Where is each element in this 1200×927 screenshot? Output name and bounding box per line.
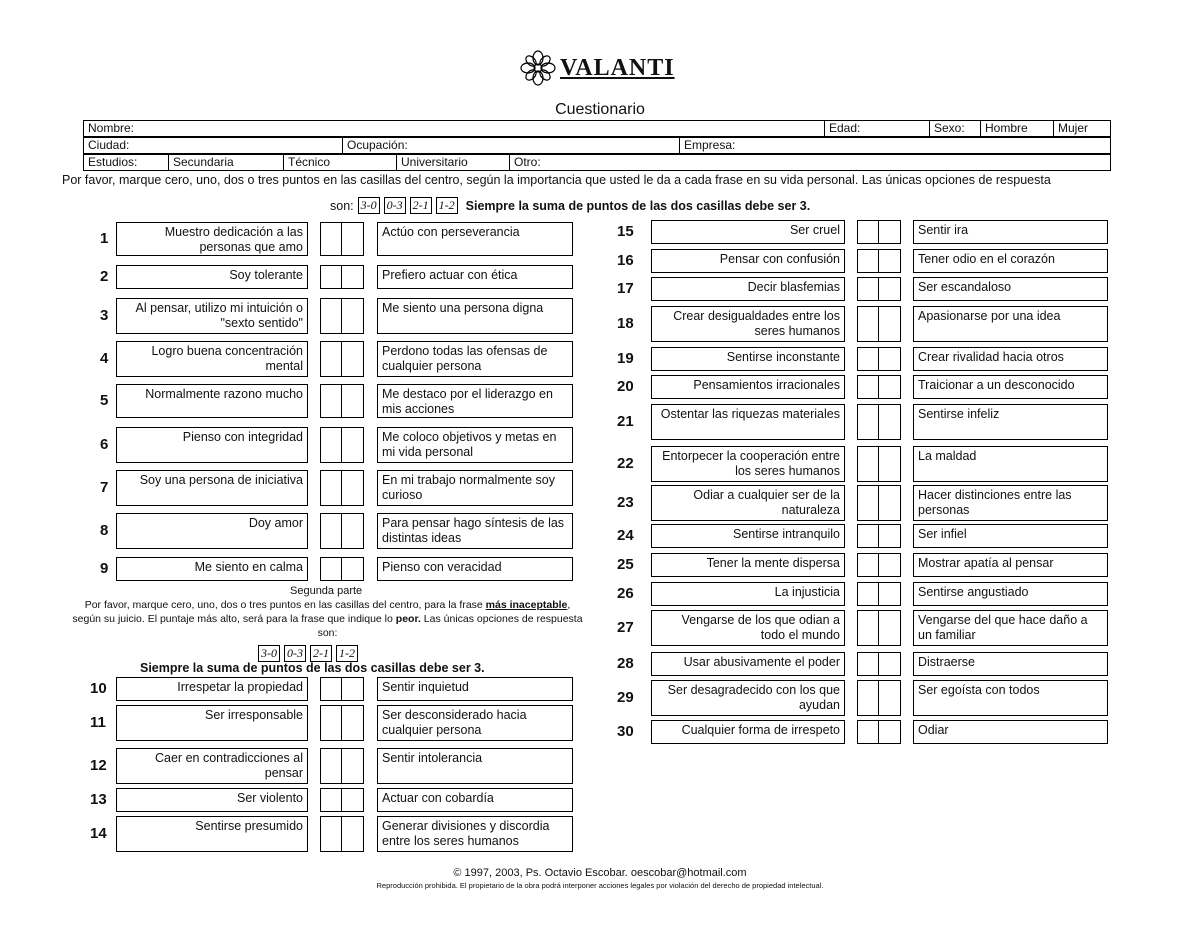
score-cell-left[interactable] xyxy=(857,610,879,646)
score-cell-left[interactable] xyxy=(320,788,342,812)
left-statement: Doy amor xyxy=(116,513,308,549)
left-statement: Ser cruel xyxy=(651,220,845,244)
question-number: 20 xyxy=(617,378,634,395)
score-cell-right[interactable] xyxy=(879,610,901,646)
score-cells xyxy=(320,557,364,581)
instructions-part-1: Por favor, marque cero, uno, dos o tres puntos en las casillas del centro, según la importancia que usted le da a cada frase en su vida personal. Las únicas opciones de respuesta xyxy=(62,173,1051,187)
score-cell-right[interactable] xyxy=(879,404,901,440)
right-statement: Ser egoísta con todos xyxy=(913,680,1108,716)
right-statement: Actuar con cobardía xyxy=(377,788,573,812)
question-number: 17 xyxy=(617,280,634,297)
score-cells xyxy=(320,677,364,701)
option-chip: 0-3 xyxy=(384,197,406,214)
score-cells xyxy=(857,524,901,548)
studies-label: Estudios: xyxy=(84,155,169,171)
score-cells xyxy=(857,249,901,273)
right-statement: Sentirse angustiado xyxy=(913,582,1108,606)
left-statement: Caer en contradicciones al pensar xyxy=(116,748,308,784)
right-statement: Me coloco objetivos y metas en mi vida personal xyxy=(377,427,573,463)
score-cells xyxy=(320,816,364,852)
question-number: 11 xyxy=(90,714,106,731)
score-cells xyxy=(320,705,364,741)
score-cell-right[interactable] xyxy=(342,705,364,741)
instructions-text: , según su juicio. El puntaje más alto, será para la frase que indique lo xyxy=(72,599,571,625)
question-number: 14 xyxy=(90,825,107,842)
left-statement: Sentirse intranquilo xyxy=(651,524,845,548)
score-cells xyxy=(857,277,901,301)
score-cell-right[interactable] xyxy=(879,652,901,676)
option-chip: 2-1 xyxy=(410,197,432,214)
score-cell-left[interactable] xyxy=(320,470,342,506)
score-cell-left[interactable] xyxy=(320,677,342,701)
score-cell-right[interactable] xyxy=(879,375,901,399)
score-cell-left[interactable] xyxy=(857,249,879,273)
option-chip: 1-2 xyxy=(436,197,458,214)
left-statement: Crear desigualdades entre los seres humanos xyxy=(651,306,845,342)
occupation-field[interactable]: Ocupación: xyxy=(343,138,680,154)
score-cell-right[interactable] xyxy=(342,748,364,784)
left-statement: Pienso con integridad xyxy=(116,427,308,463)
right-statement: Sentirse infeliz xyxy=(913,404,1108,440)
score-cell-right[interactable] xyxy=(342,265,364,289)
score-cell-right[interactable] xyxy=(879,582,901,606)
right-statement: Sentir intolerancia xyxy=(377,748,573,784)
logo xyxy=(520,50,675,86)
right-statement: La maldad xyxy=(913,446,1108,482)
left-statement: Logro buena concentración mental xyxy=(116,341,308,377)
score-cells xyxy=(320,788,364,812)
score-cells xyxy=(857,582,901,606)
left-statement: Cualquier forma de irrespeto xyxy=(651,720,845,744)
score-cell-left[interactable] xyxy=(857,347,879,371)
score-cell-left[interactable] xyxy=(320,816,342,852)
score-cell-left[interactable] xyxy=(857,553,879,577)
score-cell-right[interactable] xyxy=(342,222,364,256)
score-cell-right[interactable] xyxy=(879,720,901,744)
question-number: 30 xyxy=(617,723,634,740)
score-cell-right[interactable] xyxy=(342,427,364,463)
left-statement: Ostentar las riquezas materiales xyxy=(651,404,845,440)
left-statement: Ser desagradecido con los que ayudan xyxy=(651,680,845,716)
left-statement: Normalmente razono mucho xyxy=(116,384,308,418)
score-cell-right[interactable] xyxy=(879,347,901,371)
right-statement: Sentir inquietud xyxy=(377,677,573,701)
studies-option-universitario[interactable]: Universitario xyxy=(397,155,510,171)
score-cells xyxy=(320,384,364,418)
brand-name: VALANTI xyxy=(560,54,675,81)
left-statement: Irrespetar la propiedad xyxy=(116,677,308,701)
instructions-text: Las únicas opciones de respuesta son: xyxy=(317,613,583,639)
answer-options-part-2 xyxy=(258,645,358,662)
copyright: © 1997, 2003, Ps. Octavio Escobar. oescobar@hotmail.com xyxy=(453,867,747,879)
score-cells xyxy=(320,748,364,784)
studies-option-tecnico[interactable]: Técnico xyxy=(284,155,397,171)
left-statement: Ser violento xyxy=(116,788,308,812)
question-number: 27 xyxy=(617,619,634,636)
score-cell-right[interactable] xyxy=(879,220,901,244)
score-cells xyxy=(857,306,901,342)
question-number: 19 xyxy=(617,350,634,367)
sex-option-male[interactable]: Hombre xyxy=(981,121,1054,137)
left-statement: Sentirse presumido xyxy=(116,816,308,852)
left-statement: La injusticia xyxy=(651,582,845,606)
left-statement: Tener la mente dispersa xyxy=(651,553,845,577)
right-statement: Me siento una persona digna xyxy=(377,298,573,334)
score-cells xyxy=(857,404,901,440)
question-number: 29 xyxy=(617,689,634,706)
right-statement: Apasionarse por una idea xyxy=(913,306,1108,342)
right-statement: Perdono todas las ofensas de cualquier persona xyxy=(377,341,573,377)
score-cell-right[interactable] xyxy=(879,680,901,716)
sum-rule: Siempre la suma de puntos de las dos casillas debe ser 3. xyxy=(465,198,811,213)
left-statement: Entorpecer la cooperación entre los seres humanos xyxy=(651,446,845,482)
sex-label: Sexo: xyxy=(930,121,981,137)
score-cell-right[interactable] xyxy=(342,298,364,334)
score-cell-right[interactable] xyxy=(879,485,901,521)
question-number: 25 xyxy=(617,556,634,573)
score-cell-right[interactable] xyxy=(879,306,901,342)
name-field[interactable]: Nombre: xyxy=(84,121,825,137)
options-label: son: xyxy=(330,198,354,213)
question-number: 24 xyxy=(617,527,634,544)
question-number: 22 xyxy=(617,455,634,472)
score-cell-left[interactable] xyxy=(857,277,879,301)
question-number: 5 xyxy=(100,392,109,409)
score-cell-left[interactable] xyxy=(857,720,879,744)
question-number: 2 xyxy=(100,268,109,285)
score-cell-left[interactable] xyxy=(857,446,879,482)
left-statement: Odiar a cualquier ser de la naturaleza xyxy=(651,485,845,521)
score-cells xyxy=(857,446,901,482)
studies-option-secundaria[interactable]: Secundaria xyxy=(169,155,284,171)
score-cell-left[interactable] xyxy=(320,513,342,549)
right-statement: Tener odio en el corazón xyxy=(913,249,1108,273)
left-statement: Decir blasfemias xyxy=(651,277,845,301)
score-cell-left[interactable] xyxy=(857,306,879,342)
right-statement: Pienso con veracidad xyxy=(377,557,573,581)
option-chip: 3-0 xyxy=(358,197,380,214)
score-cells xyxy=(857,680,901,716)
left-statement: Soy una persona de iniciativa xyxy=(116,470,308,506)
right-statement: Crear rivalidad hacia otros xyxy=(913,347,1108,371)
right-statement: Odiar xyxy=(913,720,1108,744)
score-cell-left[interactable] xyxy=(857,485,879,521)
right-statement: Generar divisiones y discordia entre los seres humanos xyxy=(377,816,573,852)
answer-options-part-1 xyxy=(330,197,810,214)
right-statement: Actúo con perseverancia xyxy=(377,222,573,256)
right-statement: Distraerse xyxy=(913,652,1108,676)
score-cells xyxy=(857,720,901,744)
flower-logo-icon xyxy=(520,50,556,86)
right-statement: Hacer distinciones entre las personas xyxy=(913,485,1108,521)
form-row-3 xyxy=(83,154,1111,171)
left-statement: Sentirse inconstante xyxy=(651,347,845,371)
option-chip: 3-0 xyxy=(258,645,280,662)
right-statement: Mostrar apatía al pensar xyxy=(913,553,1108,577)
left-statement: Usar abusivamente el poder xyxy=(651,652,845,676)
studies-other-field[interactable]: Otro: xyxy=(510,155,1111,171)
score-cell-left[interactable] xyxy=(320,384,342,418)
question-number: 21 xyxy=(617,413,634,430)
score-cell-right[interactable] xyxy=(342,816,364,852)
question-number: 9 xyxy=(100,560,109,577)
score-cells xyxy=(320,298,364,334)
question-number: 6 xyxy=(100,436,109,453)
legal-notice: Reproducción prohibida. El propietario de la obra podrá interponer acciones legales por violación del derecho de propiedad intelectual. xyxy=(376,881,824,890)
question-number: 13 xyxy=(90,791,107,808)
part-2-heading: Segunda parte xyxy=(290,585,363,597)
option-chip: 2-1 xyxy=(310,645,332,662)
score-cell-left[interactable] xyxy=(320,265,342,289)
page-title: Cuestionario xyxy=(555,101,645,118)
score-cells xyxy=(857,652,901,676)
instructions-emphasis: más inaceptable xyxy=(485,599,568,611)
question-number: 1 xyxy=(100,230,109,247)
score-cells xyxy=(320,341,364,377)
age-field[interactable]: Edad: xyxy=(825,121,930,137)
score-cell-right[interactable] xyxy=(342,470,364,506)
instructions-text: Por favor, marque cero, uno, dos o tres puntos en las casillas del centro, para la frase xyxy=(84,599,486,611)
score-cells xyxy=(857,610,901,646)
score-cells xyxy=(857,347,901,371)
score-cell-right[interactable] xyxy=(879,446,901,482)
form-row-1 xyxy=(83,120,1111,137)
score-cell-right[interactable] xyxy=(342,513,364,549)
left-statement: Al pensar, utilizo mi intuición o "sexto sentido" xyxy=(116,298,308,334)
question-number: 7 xyxy=(100,479,109,496)
option-chip: 0-3 xyxy=(284,645,306,662)
city-field[interactable]: Ciudad: xyxy=(84,138,343,154)
score-cells xyxy=(320,513,364,549)
right-statement: Ser infiel xyxy=(913,524,1108,548)
left-statement: Muestro dedicación a las personas que amo xyxy=(116,222,308,256)
score-cells xyxy=(320,470,364,506)
sum-rule-part-2: Siempre la suma de puntos de las dos casillas debe ser 3. xyxy=(140,661,485,675)
question-number: 23 xyxy=(617,494,634,511)
left-statement: Ser irresponsable xyxy=(116,705,308,741)
score-cell-left[interactable] xyxy=(320,557,342,581)
form-row-2 xyxy=(83,137,1111,154)
left-statement: Pensamientos irracionales xyxy=(651,375,845,399)
score-cell-right[interactable] xyxy=(879,524,901,548)
instructions-part-2 xyxy=(70,598,585,640)
question-number: 15 xyxy=(617,223,634,240)
score-cells xyxy=(857,553,901,577)
score-cells xyxy=(857,220,901,244)
score-cell-left[interactable] xyxy=(320,298,342,334)
score-cells xyxy=(320,427,364,463)
left-statement: Me siento en calma xyxy=(116,557,308,581)
score-cell-right[interactable] xyxy=(879,553,901,577)
score-cell-left[interactable] xyxy=(857,652,879,676)
score-cell-right[interactable] xyxy=(342,384,364,418)
score-cell-right[interactable] xyxy=(342,341,364,377)
right-statement: Ser desconsiderado hacia cualquier persona xyxy=(377,705,573,741)
right-statement: Me destaco por el liderazgo en mis acciones xyxy=(377,384,573,418)
option-chip: 1-2 xyxy=(336,645,358,662)
left-statement: Pensar con confusión xyxy=(651,249,845,273)
score-cell-left[interactable] xyxy=(857,220,879,244)
right-statement: Vengarse del que hace daño a un familiar xyxy=(913,610,1108,646)
score-cell-right[interactable] xyxy=(342,677,364,701)
right-statement: Para pensar hago síntesis de las distintas ideas xyxy=(377,513,573,549)
sex-option-female[interactable]: Mujer xyxy=(1054,121,1111,137)
question-number: 28 xyxy=(617,655,634,672)
left-statement: Vengarse de los que odian a todo el mundo xyxy=(651,610,845,646)
score-cell-right[interactable] xyxy=(879,277,901,301)
score-cell-left[interactable] xyxy=(857,582,879,606)
score-cell-left[interactable] xyxy=(320,748,342,784)
question-number: 16 xyxy=(617,252,634,269)
left-statement: Soy tolerante xyxy=(116,265,308,289)
right-statement: Prefiero actuar con ética xyxy=(377,265,573,289)
score-cell-left[interactable] xyxy=(857,524,879,548)
question-number: 8 xyxy=(100,522,109,539)
score-cell-left[interactable] xyxy=(857,404,879,440)
score-cell-right[interactable] xyxy=(342,788,364,812)
score-cells xyxy=(857,485,901,521)
score-cell-left[interactable] xyxy=(857,375,879,399)
question-number: 10 xyxy=(90,680,107,697)
score-cell-left[interactable] xyxy=(857,680,879,716)
score-cell-left[interactable] xyxy=(320,341,342,377)
score-cell-left[interactable] xyxy=(320,222,342,256)
question-number: 18 xyxy=(617,315,634,332)
score-cell-left[interactable] xyxy=(320,427,342,463)
question-number: 4 xyxy=(100,350,109,367)
score-cells xyxy=(857,375,901,399)
score-cell-right[interactable] xyxy=(879,249,901,273)
score-cell-right[interactable] xyxy=(342,557,364,581)
question-number: 26 xyxy=(617,585,634,602)
company-field[interactable]: Empresa: xyxy=(680,138,1111,154)
score-cells xyxy=(320,265,364,289)
instructions-emphasis: peor. xyxy=(395,613,421,625)
right-statement: En mi trabajo normalmente soy curioso xyxy=(377,470,573,506)
right-statement: Traicionar a un desconocido xyxy=(913,375,1108,399)
right-statement: Sentir ira xyxy=(913,220,1108,244)
right-statement: Ser escandaloso xyxy=(913,277,1108,301)
score-cells xyxy=(320,222,364,256)
question-number: 3 xyxy=(100,307,109,324)
score-cell-left[interactable] xyxy=(320,705,342,741)
question-number: 12 xyxy=(90,757,107,774)
